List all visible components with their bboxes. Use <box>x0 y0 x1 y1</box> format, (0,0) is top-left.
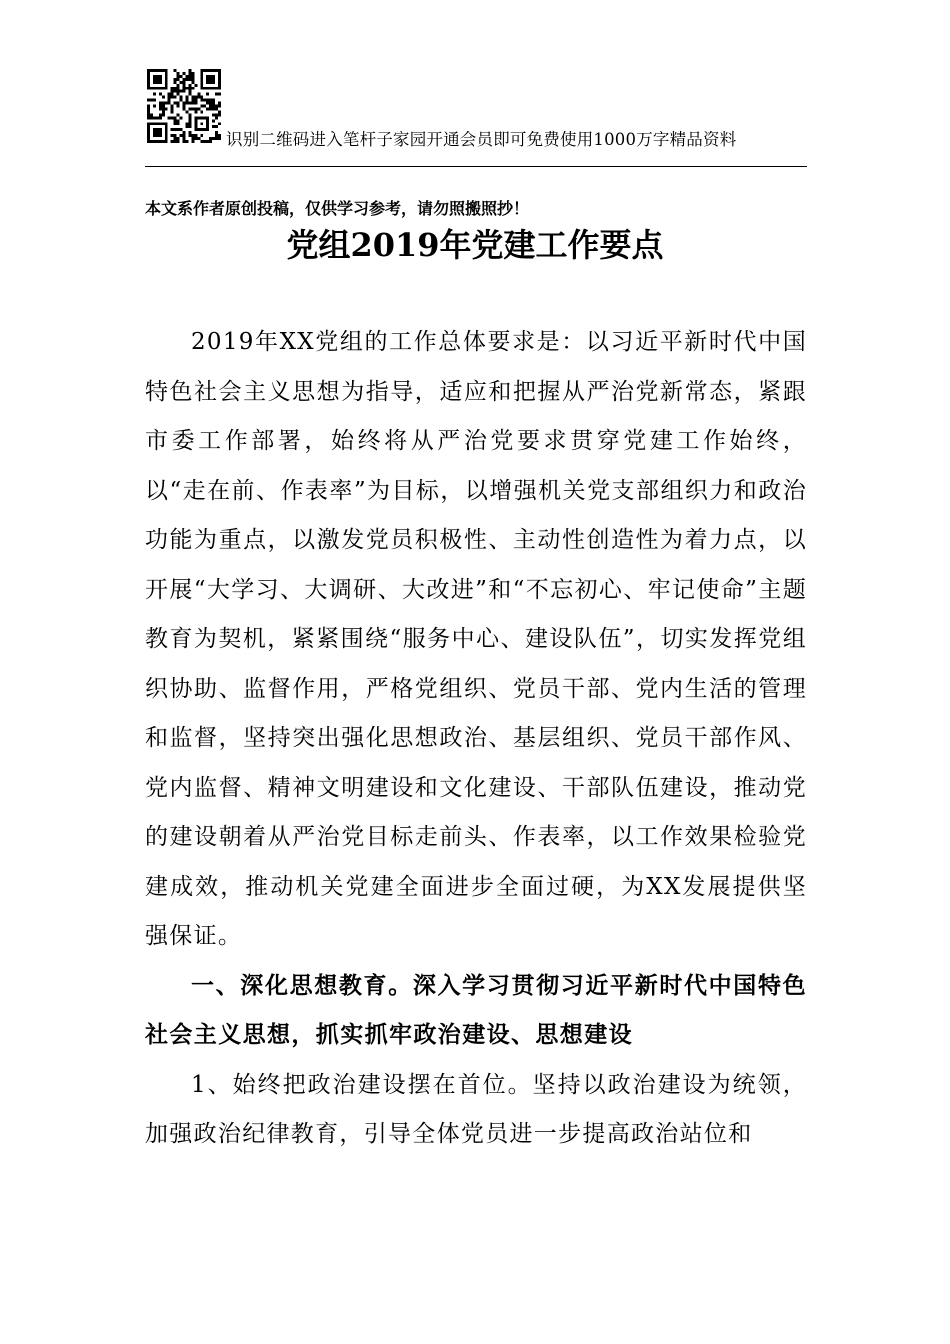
header-divider <box>145 166 807 167</box>
qr-code-icon <box>147 69 221 143</box>
document-title: 党组2019年党建工作要点 <box>286 226 664 264</box>
body-paragraph: 2019年XX党组的工作总体要求是：以习近平新时代中国特色社会主义思想为指导，适应和把握从严治党新常态，紧跟市委工作部署，始终将从严治党要求贯穿党建工作始终，以“走在前、作表率”为目标，以增强机关党支部组织力和政治功能为重点，以激发党员积极性、主动性创造性为着力点，以开展“大学习、大调研、大改进”和“不忘初心、牢记使命”主题教育为契机，紧紧围绕“服务中心、建设队伍”，切实发挥党组织协助、监督作用，严格党组织、党员干部、党内生活的管理和监督，坚持突出强化思想政治、基层组织、党员干部作风、党内监督、精神文明建设和文化建设、干部队伍建设，推动党的建设朝着从严治党目标走前头、作表率，以工作效果检验党建成效，推动机关党建全面进步全面过硬，为XX发展提供坚强保证。 <box>145 329 807 949</box>
copyright-disclaimer: 本文系作者原创投稿，仅供学习参考，请勿照搬照抄！ <box>145 199 530 218</box>
section-heading: 一、深化思想教育。深入学习贯彻习近平新时代中国特色社会主义思想，抓实抓牢政治建设、思想建设 <box>145 972 807 1048</box>
header-promo-text: 识别二维码进入笔杆子家园开通会员即可免费使用1000万字精品资料 <box>226 130 737 149</box>
body-paragraph: 1、始终把政治建设摆在首位。坚持以政治建设为统领，加强政治纪律教育，引导全体党员进一步提高政治站位和 <box>145 1071 807 1147</box>
document-body <box>145 318 807 1160</box>
